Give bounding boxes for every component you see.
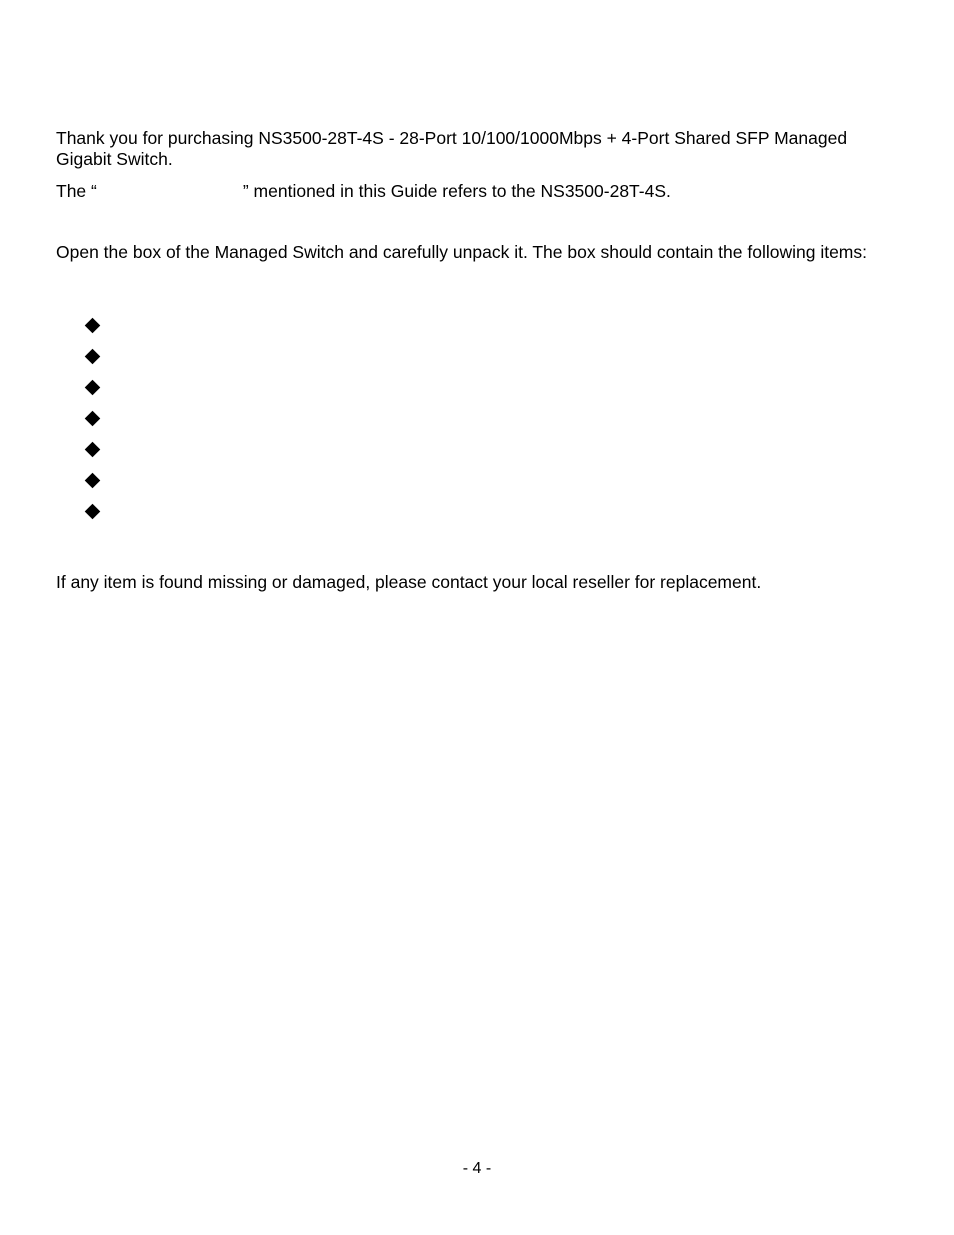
reference-text-after: ” mentioned in this Guide refers to the NS3500-28T-4S. <box>242 181 671 201</box>
diamond-bullet-icon <box>85 318 101 334</box>
diamond-bullet-icon <box>85 349 101 365</box>
diamond-bullet-icon <box>85 473 101 489</box>
missing-items-paragraph: If any item is found missing or damaged, please contact your local reseller for replacement. <box>56 572 762 592</box>
diamond-bullet-icon <box>85 442 101 458</box>
diamond-bullet-icon <box>85 380 101 396</box>
intro-paragraph: Thank you for purchasing NS3500-28T-4S - 28-Port 10/100/1000Mbps + 4-Port Shared SFP Managed Gigabit Switch. <box>56 128 848 169</box>
page-number: - 4 - <box>462 1160 492 1177</box>
product-reference-paragraph <box>56 181 886 202</box>
diamond-bullet-icon <box>85 411 101 427</box>
package-contents-paragraph: Open the box of the Managed Switch and carefully unpack it. The box should contain the following items: <box>56 242 867 262</box>
diamond-bullet-icon <box>85 504 101 520</box>
reference-text-before: The “ <box>56 181 97 201</box>
